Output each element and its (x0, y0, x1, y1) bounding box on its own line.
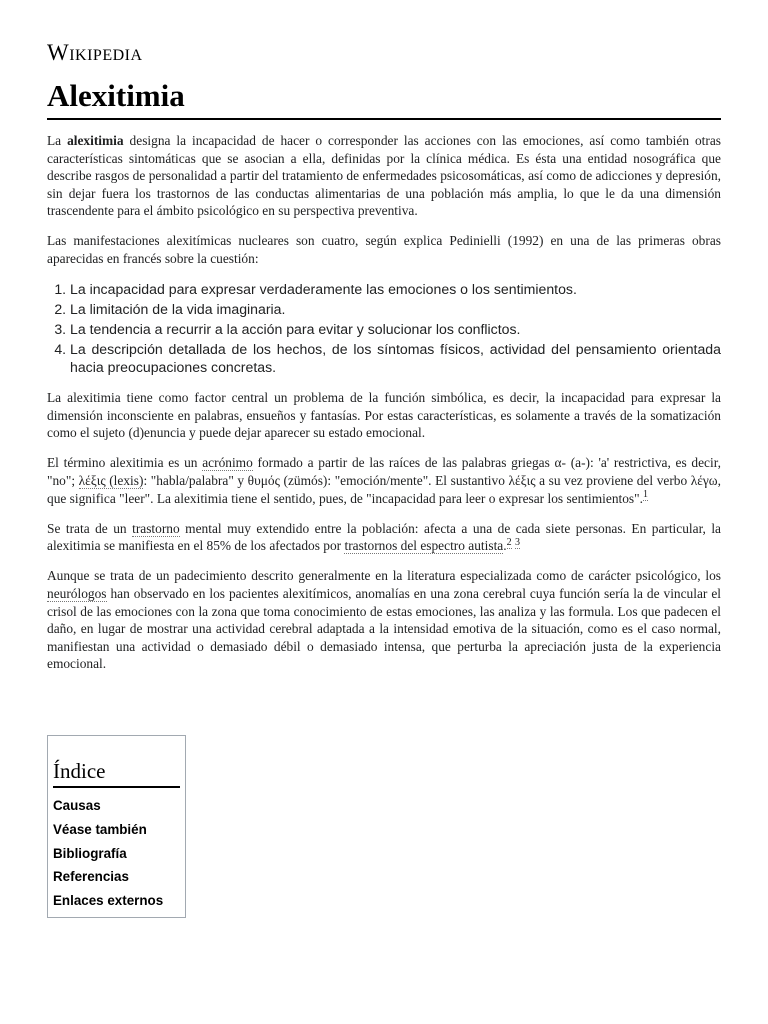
paragraph-manifestations: Las manifestaciones alexitímicas nucleares son cuatro, según explica Pedinielli (1992) en una de las primeras obras aparecidas en francés sobre la cuestión: (47, 233, 721, 267)
link-trastorno[interactable]: trastorno (132, 520, 180, 536)
article-body (47, 132, 721, 685)
list-item: 1. La incapacidad para expresar verdaderamente las emociones o los sentimientos. (70, 280, 721, 298)
toc-list (53, 794, 180, 913)
reference-1[interactable]: 1 (642, 489, 648, 501)
term-bold: alexitimia (67, 133, 124, 148)
paragraph-symbolic: La alexitimia tiene como factor central un problema de la función simbólica, es decir, la incapacidad para expresar la dimensión inconsciente en palabras, ensueños y fantasías. Por estas características, es solamente a través de la somatización como el sujeto (d)enuncia y puede dejar aparecer su estado emocional. (47, 390, 721, 441)
page-title: Alexitimia (47, 76, 721, 120)
manifestations-list (47, 280, 721, 376)
list-item: 3. La tendencia a recurrir a la acción para evitar y solucionar los conflictos. (70, 320, 721, 338)
paragraph-intro: La alexitimia designa la incapacidad de hacer o corresponder las acciones con las emociones, así como también otras características sintomáticas que se asocian a ella, definidas por la clínica médica. Es ésta una entidad nosográfica que describe rasgos de personalidad a partir del tratamiento de enfermedades psicosomáticas, así como de adicciones y depresión, sin dejar fuera los trastornos de las conductas alimentarias de una población más amplia, lo que le da una dimensión trascendente para el ámbito psicológico en su perspectiva preventiva. (47, 133, 721, 219)
reference-3[interactable]: 3 (514, 536, 520, 548)
toc-item-enlaces-externos[interactable]: Enlaces externos (53, 893, 164, 909)
table-of-contents (47, 735, 186, 918)
link-neurologos[interactable]: neurólogos (47, 586, 107, 601)
list-item: 4. La descripción detallada de los hechos, de los síntomas físicos, actividad del pensamiento orientada hacia preocupaciones concretas. (70, 340, 721, 376)
toc-item-bibliografia[interactable]: Bibliografía (53, 845, 127, 861)
toc-item-referencias[interactable]: Referencias (53, 869, 129, 885)
toc-item-vease-tambien[interactable]: Véase también (53, 821, 147, 837)
paragraph-prevalence: Se trata de un trastorno mental muy extendido entre la población: afecta a una de cada siete personas. En particular, la alexitimia se manifiesta en el 85% de los afectados por trastornos del espectro autista.$^2$ $^3$ (47, 520, 721, 554)
paragraph-etymology: El término alexitimia es un acrónimo formado a partir de las raíces de las palabras griegas α- (a-): 'a' restrictiva, es decir, "no"; λέξις (lexis): "habla/palabra" y θυμός (zümós): "emoción/mente". El sustantivo λέξις a su vez proviene del verbo λέγω, que significa "leer". La alexitimia tiene el sentido, pues, de "incapacidad para leer o expresar los sentimientos".$^1$ (47, 455, 721, 506)
reference-2[interactable]: 2 (506, 536, 512, 548)
link-acronimo[interactable]: acrónimo (202, 455, 253, 471)
list-item: 2. La limitación de la vida imaginaria. (70, 300, 721, 318)
toc-title: Índice (53, 756, 180, 788)
toc-item-causas[interactable]: Causas (53, 798, 101, 813)
paragraph-neurology: Aunque se trata de un padecimiento descrito generalmente en la literatura especializada como de carácter psicológico, los neurólogos han observado en los pacientes alexitímicos, anomalías en una zona cerebral cuya función sería la de vincular el crisol de las emociones con la zona que toma conocimiento de estas emociones, las analiza y las formula. Los que padecen el daño, en lugar de mostrar una actividad cerebral adaptada a la intensidad emotiva de la situación, como es el caso normal, manifiestan una actividad o demasiado débil o demasiado intensa, que perturba la apreciación justa de la experiencia emocional. (47, 568, 721, 672)
link-autism-spectrum[interactable]: trastornos del espectro autista (344, 538, 504, 554)
link-lexis[interactable]: λέξις (lexis) (78, 473, 144, 489)
wikipedia-wordmark[interactable]: Wikipedia (47, 40, 143, 65)
